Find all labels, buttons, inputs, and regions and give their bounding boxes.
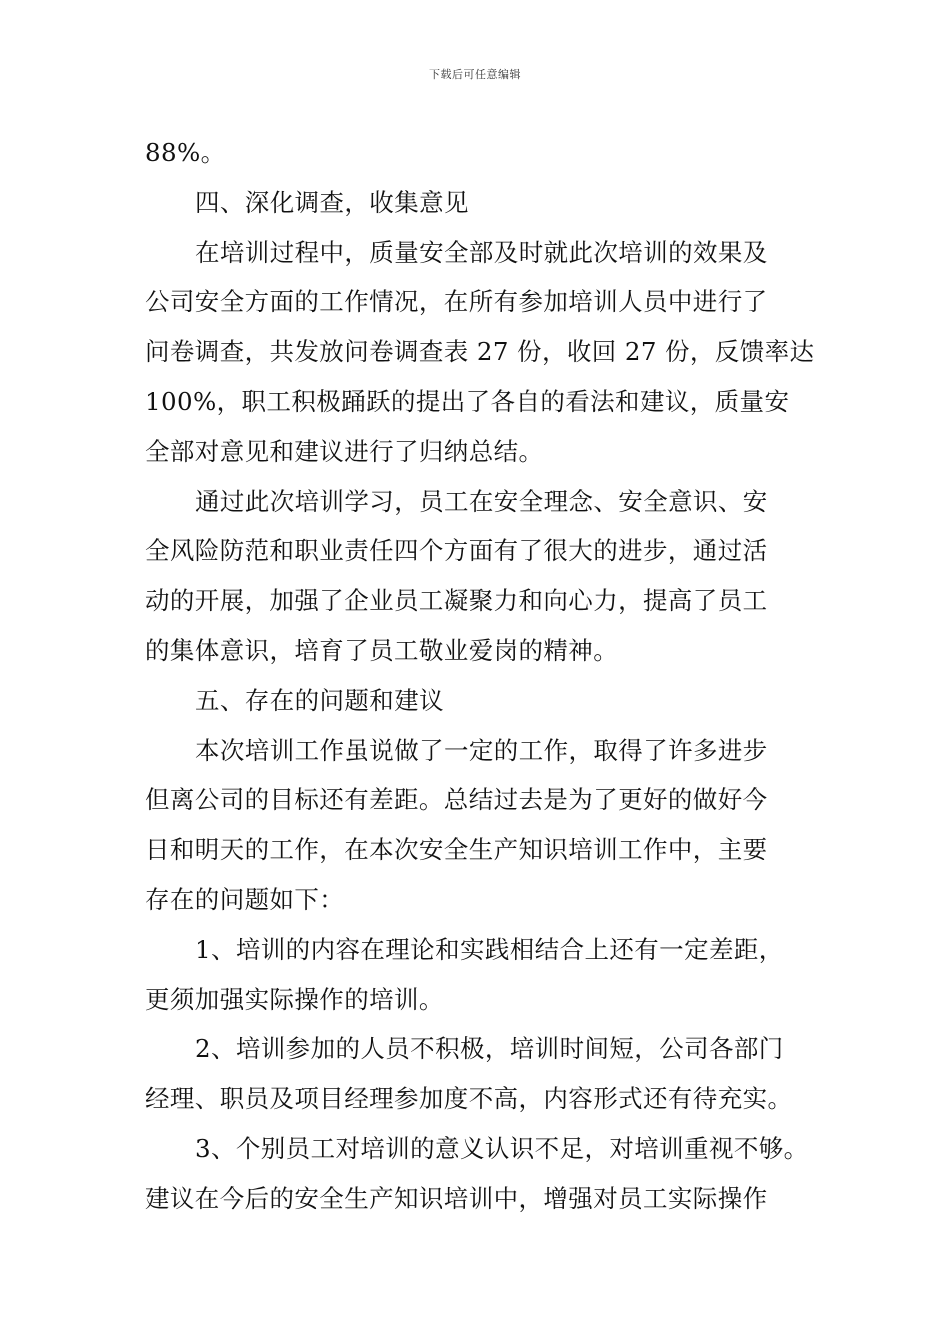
page-header-note: 下载后可任意编辑 bbox=[429, 68, 521, 81]
text-line: 存在的问题如下： bbox=[145, 884, 345, 914]
list-item: 2、培训参加的人员不积极，培训时间短，公司各部门 bbox=[195, 1034, 784, 1064]
text-line: 88%。 bbox=[145, 138, 226, 167]
text-line: 日和明天的工作，在本次安全生产知识培训工作中，主要 bbox=[145, 835, 768, 865]
text-line: 全风险防范和职业责任四个方面有了很大的进步，通过活 bbox=[145, 536, 768, 566]
text-line: 100%，职工积极踊跃的提出了各自的看法和建议，质量安 bbox=[145, 386, 790, 416]
text-line: 通过此次培训学习，员工在安全理念、安全意识、安 bbox=[195, 486, 768, 516]
text-line: 建议在今后的安全生产知识培训中，增强对员工实际操作 bbox=[145, 1183, 768, 1213]
text-line: 在培训过程中，质量安全部及时就此次培训的效果及 bbox=[195, 237, 768, 267]
section-heading: 五、存在的问题和建议 bbox=[195, 685, 444, 715]
text-line: 的集体意识，培育了员工敬业爱岗的精神。 bbox=[145, 635, 619, 665]
text-line: 问卷调查，共发放问卷调查表 27 份，收回 27 份，反馈率达 bbox=[145, 337, 815, 367]
text-line: 动的开展，加强了企业员工凝聚力和向心力，提高了员工 bbox=[145, 586, 768, 616]
text-line: 公司安全方面的工作情况，在所有参加培训人员中进行了 bbox=[145, 287, 768, 317]
text-line: 经理、职员及项目经理参加度不高，内容形式还有待充实。 bbox=[145, 1084, 793, 1114]
list-item: 3、个别员工对培训的意义认识不足，对培训重视不够。 bbox=[195, 1133, 809, 1163]
list-item: 1、培训的内容在理论和实践相结合上还有一定差距， bbox=[195, 934, 784, 964]
text-line: 全部对意见和建议进行了归纳总结。 bbox=[145, 436, 544, 466]
section-heading: 四、深化调查，收集意见 bbox=[195, 187, 469, 217]
document-body bbox=[145, 128, 815, 1224]
text-line: 更须加强实际操作的培训。 bbox=[145, 984, 444, 1014]
text-line: 本次培训工作虽说做了一定的工作，取得了许多进步 bbox=[195, 735, 768, 765]
text-line: 但离公司的目标还有差距。总结过去是为了更好的做好今 bbox=[145, 785, 768, 815]
